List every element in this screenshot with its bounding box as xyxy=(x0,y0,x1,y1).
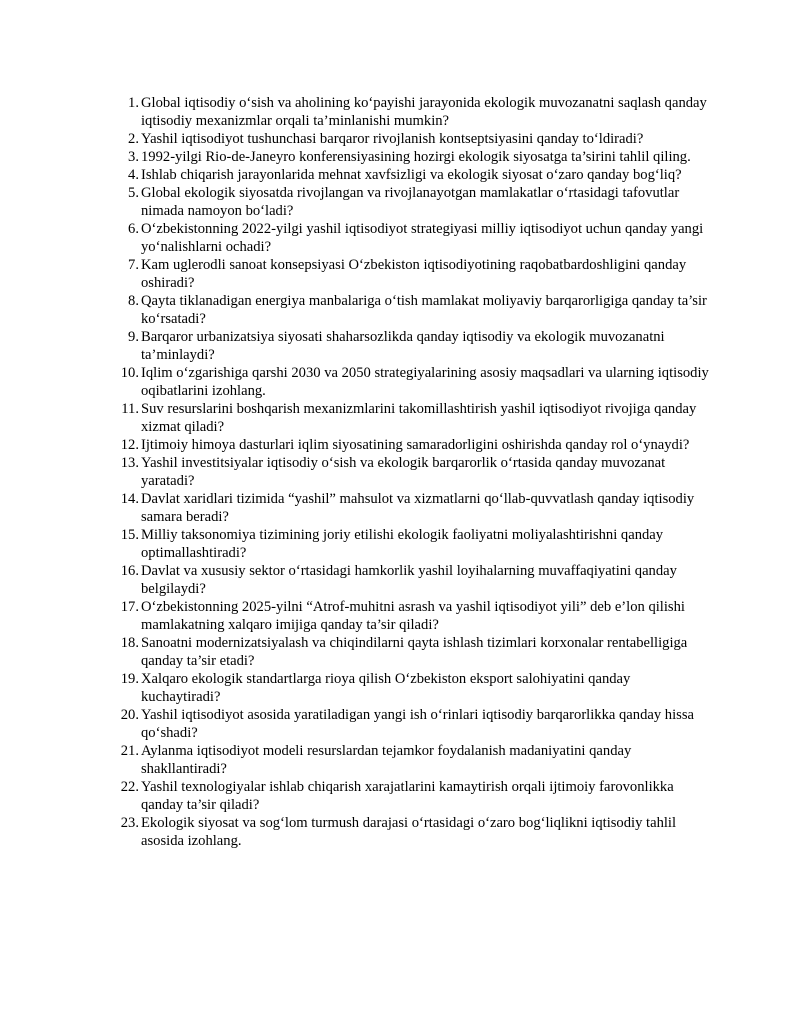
question-number: 23 . xyxy=(110,814,140,832)
question-number: 12 . xyxy=(110,436,140,454)
question-number: 8 . xyxy=(110,292,140,310)
question-text: O‘zbekistonning 2025-yilni “Atrof-muhitni asrash va yashil iqtisodiyot yili” deb e’lon qilishi mamlakatning xalqaro imijiga qanday ta’sir qiladi? xyxy=(141,599,685,633)
question-number: 20 . xyxy=(110,706,140,724)
question-item xyxy=(110,778,710,814)
question-item xyxy=(110,94,710,130)
question-text: Ekologik siyosat va sog‘lom turmush darajasi o‘rtasidagi o‘zaro bog‘liqlikni iqtisodiy tahlil asosida izohlang. xyxy=(141,815,677,849)
question-text: Global ekologik siyosatda rivojlangan va rivojlanayotgan mamlakatlar o‘rtasidagi tafovutlar nimada namoyon bo‘ladi? xyxy=(141,185,680,219)
question-number: 3 . xyxy=(110,148,140,166)
question-number: 16 . xyxy=(110,562,140,580)
question-text: Iqlim o‘zgarishiga qarshi 2030 va 2050 strategiyalarining asosiy maqsadlari va ularning iqtisodiy oqibatlarini izohlang. xyxy=(141,365,709,399)
question-number: 6 . xyxy=(110,220,140,238)
question-item xyxy=(110,742,710,778)
question-item xyxy=(110,400,710,436)
question-text: Yashil iqtisodiyot asosida yaratiladigan yangi ish o‘rinlari iqtisodiy barqarorlikka qanday hissa qo‘shadi? xyxy=(141,707,694,741)
question-text: Ishlab chiqarish jarayonlarida mehnat xavfsizligi va ekologik siyosat o‘zaro qanday bog‘liq? xyxy=(141,167,682,183)
question-item xyxy=(110,364,710,400)
question-item xyxy=(110,634,710,670)
question-number: 21 . xyxy=(110,742,140,760)
question-text: Qayta tiklanadigan energiya manbalariga o‘tish mamlakat moliyaviy barqarorligiga qanday ta’sir ko‘rsatadi? xyxy=(141,293,707,327)
question-number: 17 . xyxy=(110,598,140,616)
question-number: 18 . xyxy=(110,634,140,652)
question-text: Barqaror urbanizatsiya siyosati shaharsozlikda qanday iqtisodiy va ekologik muvozanatni ta’minlaydi? xyxy=(141,329,665,363)
question-number: 2 . xyxy=(110,130,140,148)
question-text: Yashil texnologiyalar ishlab chiqarish xarajatlarini kamaytirish orqali ijtimoiy farovonlikka qanday ta’sir qiladi? xyxy=(141,779,674,813)
question-text: 1992-yilgi Rio-de-Janeyro konferensiyasining hozirgi ekologik siyosatga ta’sirini tahlil qiling. xyxy=(141,149,691,165)
question-number: 9 . xyxy=(110,328,140,346)
question-number: 11 . xyxy=(110,400,140,418)
question-text: Davlat xaridlari tizimida “yashil” mahsulot va xizmatlarni qo‘llab-quvvatlash qanday iqtisodiy samara beradi? xyxy=(141,491,695,525)
question-text: Sanoatni modernizatsiyalash va chiqindilarni qayta ishlash tizimlari korxonalar rentabelligiga qanday ta’sir etadi? xyxy=(141,635,688,669)
question-item xyxy=(110,256,710,292)
question-number: 13 . xyxy=(110,454,140,472)
question-item xyxy=(110,328,710,364)
question-text: Kam uglerodli sanoat konsepsiyasi O‘zbekiston iqtisodiyotining raqobatbardoshligini qanday oshiradi? xyxy=(141,257,687,291)
question-item xyxy=(110,166,710,184)
question-item xyxy=(110,454,710,490)
question-text: Davlat va xususiy sektor o‘rtasidagi hamkorlik yashil loyihalarning muvaffaqiyatini qanday belgilaydi? xyxy=(141,563,677,597)
question-number: 19 . xyxy=(110,670,140,688)
question-text: Milliy taksonomiya tizimining joriy etilishi ekologik faoliyatni moliyalashtirishni qanday optimallashtiradi? xyxy=(141,527,664,561)
question-item xyxy=(110,562,710,598)
question-item xyxy=(110,526,710,562)
question-text: Yashil investitsiyalar iqtisodiy o‘sish va ekologik barqarorlik o‘rtasida qanday muvozanat yaratadi? xyxy=(141,455,666,489)
question-number: 4 . xyxy=(110,166,140,184)
question-list xyxy=(110,94,710,850)
question-item xyxy=(110,490,710,526)
question-number: 10 . xyxy=(110,364,140,382)
question-number: 14 . xyxy=(110,490,140,508)
question-text: Xalqaro ekologik standartlarga rioya qilish O‘zbekiston eksport salohiyatini qanday kuchaytiradi? xyxy=(141,671,631,705)
question-number: 7 . xyxy=(110,256,140,274)
question-text: O‘zbekistonning 2022-yilgi yashil iqtisodiyot strategiyasi milliy iqtisodiyot uchun qanday yangi yo‘nalishlarni ochadi? xyxy=(141,221,704,255)
question-number: 22 . xyxy=(110,778,140,796)
question-item xyxy=(110,220,710,256)
question-number: 5 . xyxy=(110,184,140,202)
question-item xyxy=(110,814,710,850)
question-item xyxy=(110,706,710,742)
question-text: Aylanma iqtisodiyot modeli resurslardan tejamkor foydalanish madaniyatini qanday shakllantiradi? xyxy=(141,743,632,777)
question-item xyxy=(110,130,710,148)
question-item xyxy=(110,184,710,220)
question-item xyxy=(110,598,710,634)
question-text: Yashil iqtisodiyot tushunchasi barqaror rivojlanish kontseptsiyasini qanday to‘ldiradi? xyxy=(141,131,644,147)
question-number: 15 . xyxy=(110,526,140,544)
question-number: 1 . xyxy=(110,94,140,112)
question-item xyxy=(110,670,710,706)
question-item xyxy=(110,292,710,328)
question-text: Suv resurslarini boshqarish mexanizmlarini takomillashtirish yashil iqtisodiyot rivojiga qanday xizmat qiladi? xyxy=(141,401,697,435)
question-item xyxy=(110,436,710,454)
question-text: Ijtimoiy himoya dasturlari iqlim siyosatining samaradorligini oshirishda qanday rol o‘ynaydi? xyxy=(141,437,690,453)
question-text: Global iqtisodiy o‘sish va aholining ko‘payishi jarayonida ekologik muvozanatni saqlash qanday iqtisodiy mexanizmlar orqali ta’minlanishi mumkin? xyxy=(141,95,707,129)
question-item xyxy=(110,148,710,166)
